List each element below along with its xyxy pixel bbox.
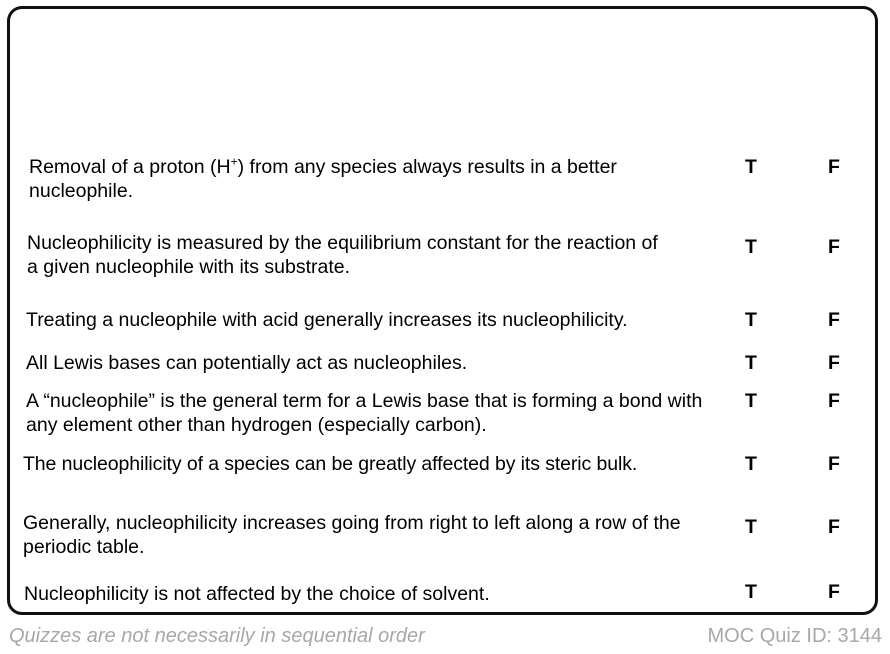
question-6-true-option[interactable]: T [745,453,757,475]
question-8-true-option[interactable]: T [745,581,757,603]
question-5-false-option[interactable]: F [828,390,840,412]
question-1-false-option[interactable]: F [828,156,840,178]
question-5: A “nucleophile” is the general term for a Lewis base that is forming a bond with any element other than hydrogen (especially carbon). [26,390,703,436]
question-1-text-start: Removal of a proton (H [29,156,231,178]
question-7: Generally, nucleophilicity increases going from right to left along a row of the periodic table. [23,512,681,558]
question-1 [29,155,719,203]
question-1-text-end: ) from any species always results in a better nucleophile. [29,156,617,202]
question-4: All Lewis bases can potentially act as nucleophiles. [26,352,468,374]
question-1-superscript: + [230,154,238,169]
question-2: Nucleophilicity is measured by the equilibrium constant for the reaction of a given nucleophile with its substrate. [27,232,658,278]
question-6: The nucleophilicity of a species can be greatly affected by its steric bulk. [23,453,638,475]
question-8-false-option[interactable]: F [828,581,840,603]
footer-note: Quizzes are not necessarily in sequential order [9,625,425,647]
question-8: Nucleophilicity is not affected by the choice of solvent. [24,583,490,605]
question-7-true-option[interactable]: T [745,516,757,538]
question-1-true-option[interactable]: T [745,156,757,178]
question-6-false-option[interactable]: F [828,453,840,475]
question-2-false-option[interactable]: F [828,236,840,258]
question-5-true-option[interactable]: T [745,390,757,412]
question-3-false-option[interactable]: F [828,309,840,331]
question-3-true-option[interactable]: T [745,309,757,331]
question-3: Treating a nucleophile with acid generally increases its nucleophilicity. [26,309,628,331]
question-4-true-option[interactable]: T [745,352,757,374]
quiz-id: MOC Quiz ID: 3144 [707,625,882,647]
question-4-false-option[interactable]: F [828,352,840,374]
question-2-true-option[interactable]: T [745,236,757,258]
question-7-false-option[interactable]: F [828,516,840,538]
